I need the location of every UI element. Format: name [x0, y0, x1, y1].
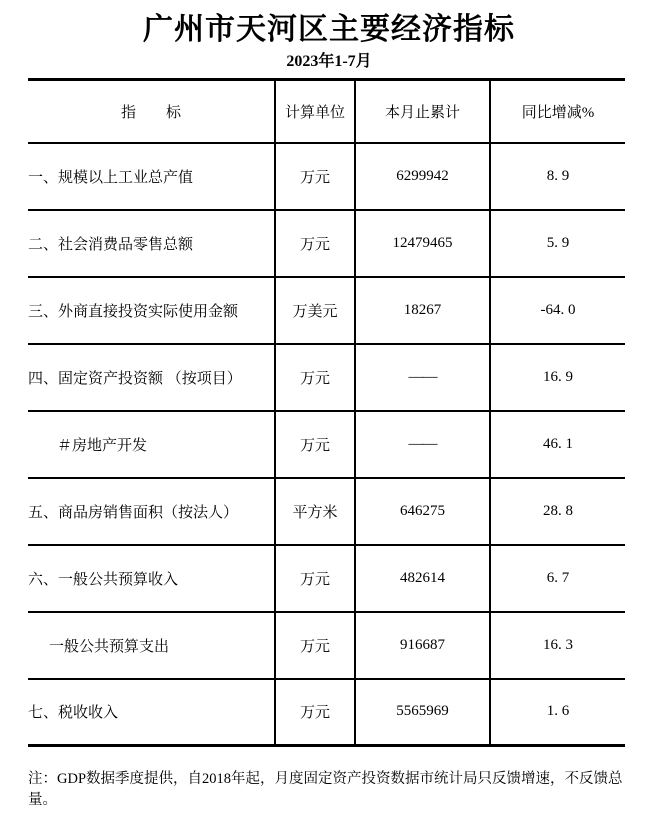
- table-row: [28, 612, 625, 679]
- unit-cell: 万元: [275, 344, 355, 411]
- table-row: [28, 545, 625, 612]
- table-row: [28, 411, 625, 478]
- table-row: [28, 478, 625, 545]
- yoy-cell: 5. 9: [490, 210, 625, 277]
- header-indicator: 指 标: [28, 80, 275, 143]
- cumulative-cell: 646275: [355, 478, 490, 545]
- indicator-cell: 一般公共预算支出: [28, 612, 275, 679]
- table-row: [28, 344, 625, 411]
- yoy-cell: 28. 8: [490, 478, 625, 545]
- yoy-cell: 8. 9: [490, 143, 625, 210]
- indicator-cell: 二、社会消费品零售总额: [28, 210, 275, 277]
- yoy-cell: 16. 9: [490, 344, 625, 411]
- indicator-cell: 六、一般公共预算收入: [28, 545, 275, 612]
- footnote: 注：GDP数据季度提供，自2018年起，月度固定资产投资数据市统计局只反馈增速，不反馈总量。: [28, 771, 623, 808]
- cumulative-cell: ——: [355, 411, 490, 478]
- indicator-cell: 七、税收收入: [28, 679, 275, 746]
- unit-cell: 万元: [275, 545, 355, 612]
- table-row: [28, 143, 625, 210]
- indicator-cell: 一、规模以上工业总产值: [28, 143, 275, 210]
- table-header-row: [28, 80, 625, 143]
- unit-cell: 万元: [275, 143, 355, 210]
- cumulative-cell: 916687: [355, 612, 490, 679]
- yoy-cell: 16. 3: [490, 612, 625, 679]
- cumulative-cell: 482614: [355, 545, 490, 612]
- cumulative-cell: ——: [355, 344, 490, 411]
- page-title: 广州市天河区主要经济指标: [143, 13, 515, 46]
- indicator-cell: 三、外商直接投资实际使用金额: [28, 277, 275, 344]
- cumulative-cell: 12479465: [355, 210, 490, 277]
- indicator-cell: ＃房地产开发: [28, 411, 275, 478]
- unit-cell: 平方米: [275, 478, 355, 545]
- yoy-cell: 6. 7: [490, 545, 625, 612]
- page-subtitle: 2023年1-7月: [286, 53, 372, 70]
- cumulative-cell: 5565969: [355, 679, 490, 746]
- yoy-cell: -64. 0: [490, 277, 625, 344]
- cumulative-cell: 6299942: [355, 143, 490, 210]
- header-cumulative: 本月止累计: [355, 80, 490, 143]
- unit-cell: 万元: [275, 612, 355, 679]
- unit-cell: 万元: [275, 210, 355, 277]
- cumulative-cell: 18267: [355, 277, 490, 344]
- unit-cell: 万元: [275, 411, 355, 478]
- yoy-cell: 1. 6: [490, 679, 625, 746]
- header-unit: 计算单位: [275, 80, 355, 143]
- yoy-cell: 46. 1: [490, 411, 625, 478]
- header-yoy: 同比增减%: [490, 80, 625, 143]
- unit-cell: 万元: [275, 679, 355, 746]
- indicator-cell: 四、固定资产投资额 （按项目）: [28, 344, 275, 411]
- table-row: [28, 679, 625, 746]
- table-row: [28, 210, 625, 277]
- indicator-cell: 五、商品房销售面积（按法人）: [28, 478, 275, 545]
- economic-indicators-table: [28, 78, 625, 747]
- table-row: [28, 277, 625, 344]
- table-container: [28, 78, 625, 747]
- unit-cell: 万美元: [275, 277, 355, 344]
